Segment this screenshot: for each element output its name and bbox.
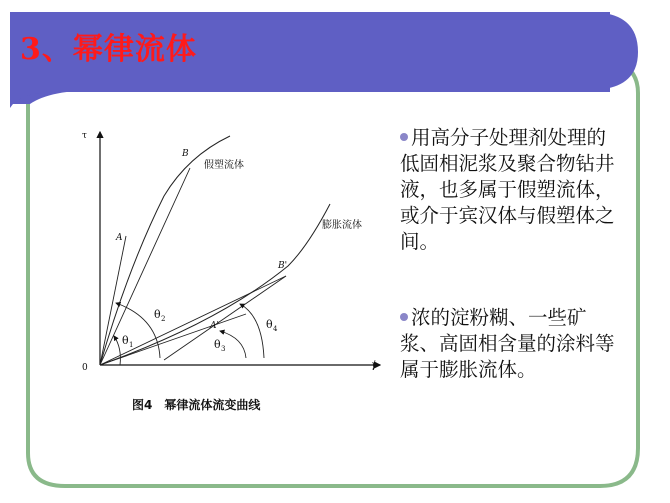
flow-curve-diagram bbox=[68, 118, 388, 430]
arc-theta-1 bbox=[114, 336, 120, 365]
label-point-A: A bbox=[116, 233, 123, 243]
bullet-text-1: 用高分子处理剂处理的低固相泥浆及聚合物钻井液，也多属于假塑流体，或介于宾汉体与假塑体之间。 bbox=[400, 126, 615, 253]
theta-3-label bbox=[214, 338, 225, 353]
svg-text:2: 2 bbox=[161, 315, 166, 323]
theta-1-label bbox=[122, 334, 133, 349]
theta-2-label bbox=[154, 308, 165, 323]
x-axis-label: γ̇ bbox=[371, 360, 377, 371]
bullet-dot-icon bbox=[400, 313, 408, 321]
flow-curve-svg bbox=[68, 118, 388, 430]
diagram-caption: 图4 幂律流体流变曲线 bbox=[132, 398, 261, 412]
svg-text:4: 4 bbox=[273, 325, 278, 333]
label-pseudoplastic: 假塑流体 bbox=[204, 160, 244, 171]
svg-text:θ: θ bbox=[122, 334, 129, 347]
slide-title: 3、幂律流体 bbox=[20, 32, 197, 67]
svg-text:θ: θ bbox=[214, 338, 221, 351]
label-point-B-prime: B' bbox=[278, 261, 288, 271]
bullet-text-2: 浓的淀粉糊、一些矿浆、高固相含量的涂料等属于膨胀流体。 bbox=[400, 306, 615, 381]
svg-text:3: 3 bbox=[221, 345, 226, 353]
secant-OB bbox=[100, 168, 190, 365]
origin-label: 0 bbox=[82, 363, 88, 373]
secant-OB-prime bbox=[100, 276, 286, 365]
svg-text:1: 1 bbox=[129, 341, 134, 349]
bullet-dot-icon bbox=[400, 133, 408, 141]
label-point-B: B bbox=[182, 149, 189, 159]
bullet-item-1 bbox=[400, 125, 622, 255]
svg-text:θ: θ bbox=[154, 308, 161, 321]
svg-text:θ: θ bbox=[266, 318, 273, 331]
label-dilatant: 膨胀流体 bbox=[322, 220, 362, 231]
label-point-A-prime: A' bbox=[210, 321, 219, 331]
y-axis-label: τ bbox=[82, 131, 87, 141]
theta-4-label bbox=[266, 318, 278, 333]
bullet-item-2 bbox=[400, 305, 622, 383]
